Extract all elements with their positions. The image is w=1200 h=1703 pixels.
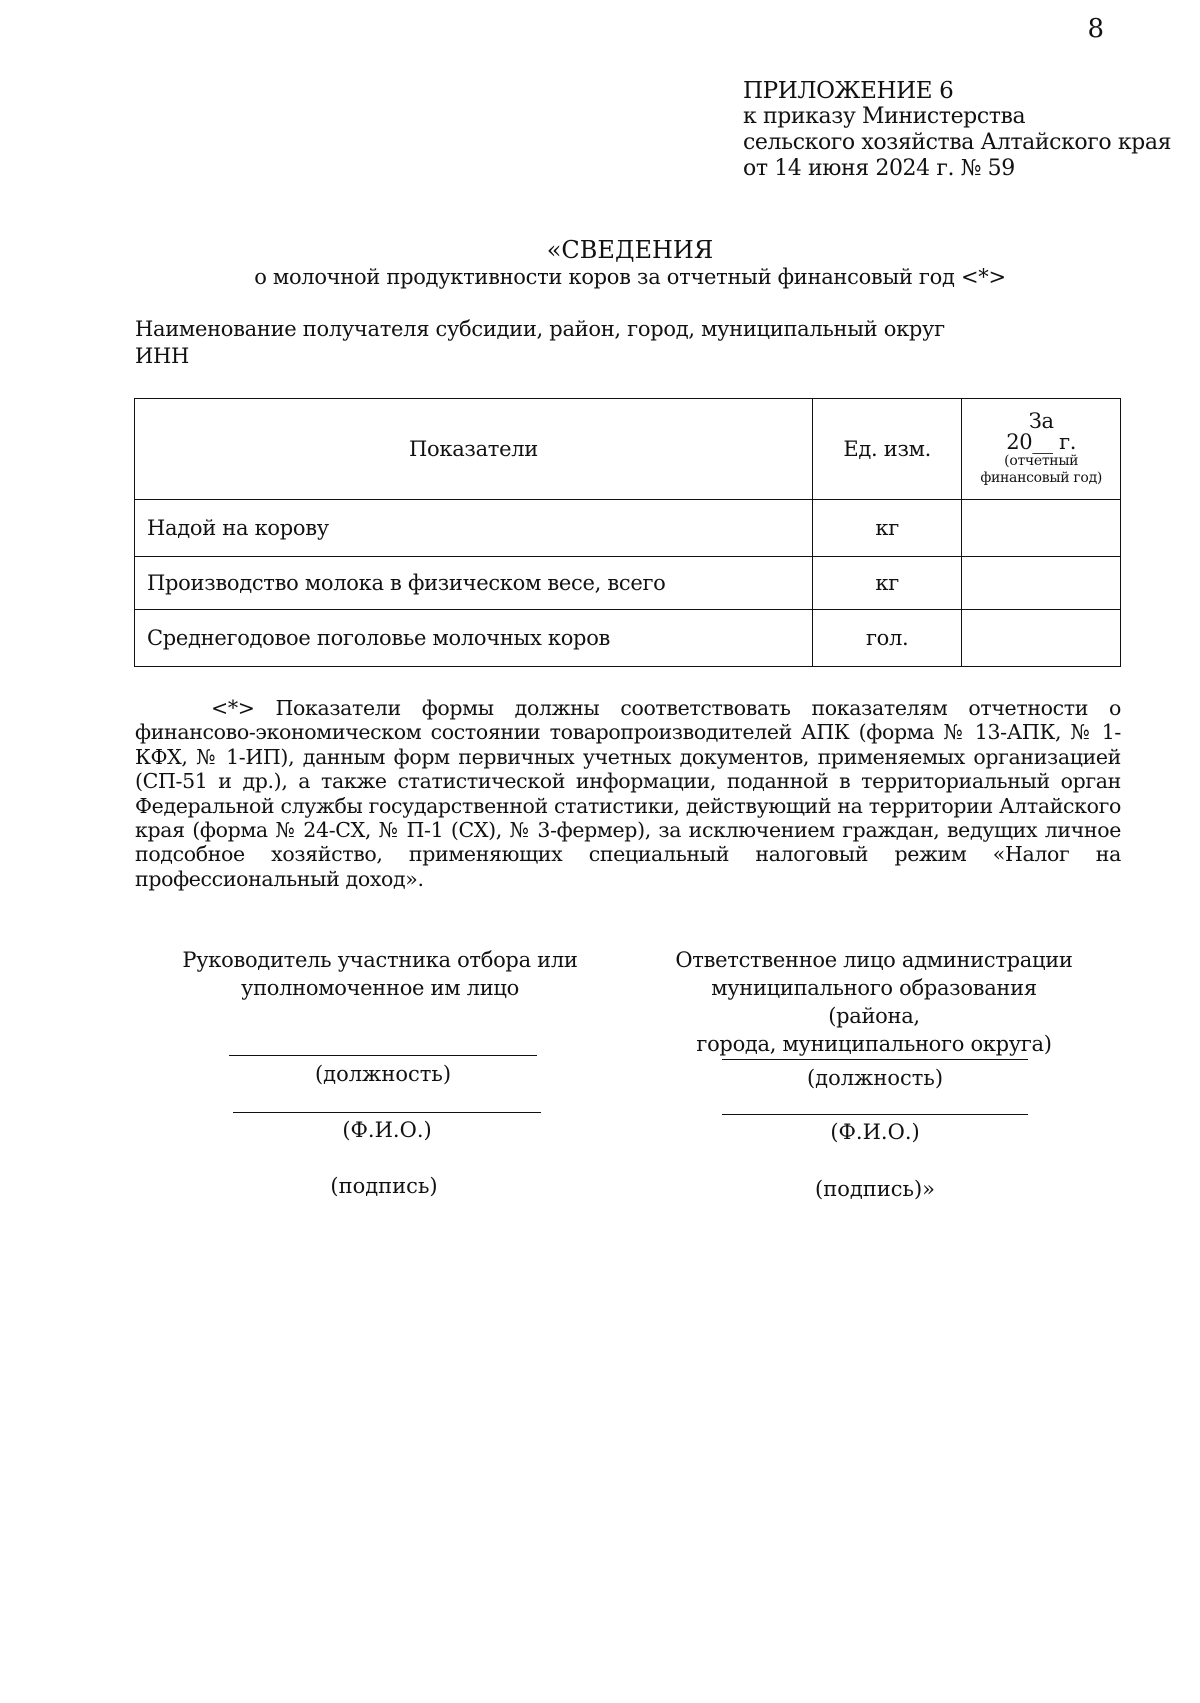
header-value-note: (отчетный (1004, 453, 1079, 469)
table-row (135, 610, 1121, 667)
right-signatory-heading (664, 946, 1084, 1058)
right-heading-line: Ответственное лицо администрации (675, 948, 1073, 972)
left-fio-line (233, 1112, 541, 1113)
header-value (962, 399, 1121, 500)
row-unit: кг (813, 500, 962, 557)
row-indicator: Среднегодовое поголовье молочных коров (135, 610, 813, 667)
footnote-text: <*> Показатели формы должны соответствовать показателям отчетности о финансово-экономическом состоянии товаропроизводителей АПК (форма № 13-АПК, № 1-КФХ, № 1-ИП), данным форм первичных учетных документов, применяемых организацией (СП-51 и др.), а также статистической информации, поданной в территориальный орган Федеральной службы государственной статистики, действующий на территории Алтайского края (форма № 24-СХ, № П-1 (СХ), № 3-фермер), за исключением граждан, ведущих личное подсобное хозяйство, применяющих специальный налоговый режим «Налог на профессиональный доход». (135, 696, 1121, 891)
header-value-line: За (1028, 409, 1054, 433)
right-signature-caption: (подпись)» (815, 1177, 935, 1201)
table-row (135, 557, 1121, 610)
right-fio-line (722, 1114, 1028, 1115)
left-fio-caption: (Ф.И.О.) (342, 1118, 432, 1142)
row-value (962, 557, 1121, 610)
table-row (135, 500, 1121, 557)
right-heading-line: города, муниципального округа) (696, 1032, 1052, 1056)
footnote (135, 696, 1121, 891)
row-indicator: Надой на корову (135, 500, 813, 557)
inn-label: ИНН (135, 344, 190, 368)
left-position-line (229, 1055, 537, 1056)
left-signature-caption: (подпись) (330, 1174, 438, 1198)
right-position-caption: (должность) (806, 1066, 944, 1090)
document-title: «СВЕДЕНИЯ (546, 236, 714, 264)
header-value-year: 20__ г. (1006, 430, 1077, 454)
appendix-line: от 14 июня 2024 г. № 59 (743, 156, 1015, 181)
left-signatory-heading (180, 946, 580, 1002)
row-unit: кг (813, 557, 962, 610)
recipient-name-label: Наименование получателя субсидии, район, город, муниципальный округ (135, 317, 945, 341)
header-unit: Ед. изм. (813, 399, 962, 500)
appendix-title: ПРИЛОЖЕНИЕ 6 (743, 78, 954, 104)
table-header-row (135, 399, 1121, 500)
indicators-table (134, 398, 1121, 667)
left-heading-line: Руководитель участника отбора или (182, 948, 578, 972)
row-value (962, 610, 1121, 667)
appendix-line: к приказу Министерства (743, 104, 1026, 129)
row-value (962, 500, 1121, 557)
row-unit: гол. (813, 610, 962, 667)
appendix-block (743, 78, 1171, 182)
left-position-caption: (должность) (314, 1062, 452, 1086)
document-subtitle: о молочной продуктивности коров за отчетный финансовый год <*> (254, 265, 1006, 289)
appendix-line: сельского хозяйства Алтайского края (743, 130, 1172, 155)
header-indicator: Показатели (135, 399, 813, 500)
right-position-line (722, 1059, 1028, 1060)
row-indicator: Производство молока в физическом весе, всего (135, 557, 813, 610)
header-value-note: финансовый год) (980, 470, 1103, 486)
page-number: 8 (1087, 14, 1104, 44)
recipient-block (135, 316, 945, 370)
left-heading-line: уполномоченное им лицо (241, 976, 519, 1000)
right-heading-line: муниципального образования (района, (711, 976, 1037, 1028)
right-fio-caption: (Ф.И.О.) (830, 1120, 920, 1144)
